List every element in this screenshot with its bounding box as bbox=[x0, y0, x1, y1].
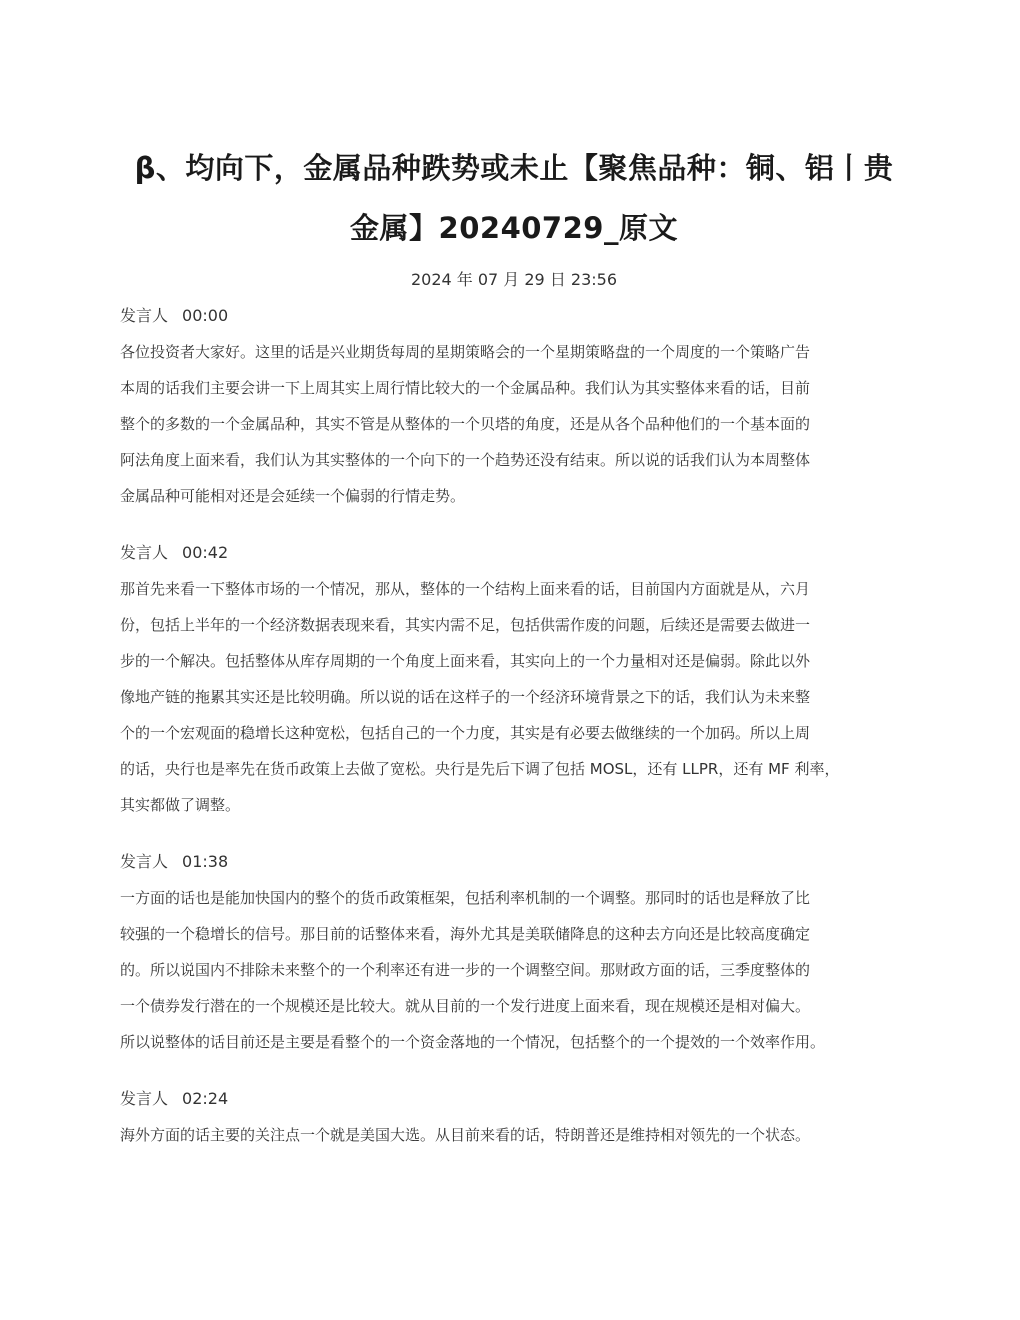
paragraph-line: 那首先来看一下整体市场的一个情况，那从，整体的一个结构上面来看的话，目前国内方面就是从，六月 bbox=[120, 580, 811, 598]
paragraph-line: 各位投资者大家好。这里的话是兴业期货每周的星期策略会的一个星期策略盘的一个周度的一个策略广告 bbox=[120, 343, 811, 361]
timestamp: 00:00 bbox=[182, 306, 229, 325]
timestamp: 01:38 bbox=[182, 852, 229, 871]
paragraph-line: 金属品种可能相对还是会延续一个偏弱的行情走势。 bbox=[120, 487, 466, 505]
paragraph-line: 的话，央行也是率先在货币政策上去做了宽松。央行是先后下调了包括 MOSL，还有 LLPR，还有 MF 利率， bbox=[120, 760, 840, 778]
transcript-sections bbox=[120, 304, 908, 1153]
paragraph-line: 像地产链的拖累其实还是比较明确。所以说的话在这样子的一个经济环境背景之下的话，我们认为未来整 bbox=[120, 688, 811, 706]
timestamp: 02:24 bbox=[182, 1089, 229, 1108]
paragraph-line: 阿法角度上面来看，我们认为其实整体的一个向下的一个趋势还没有结束。所以说的话我们认为本周整体 bbox=[120, 451, 811, 469]
speaker-row bbox=[120, 541, 908, 565]
document-title bbox=[120, 138, 908, 258]
transcript-paragraph bbox=[120, 334, 908, 514]
paragraph-line: 一方面的话也是能加快国内的整个的货币政策框架，包括利率机制的一个调整。那同时的话也是释放了比 bbox=[120, 889, 811, 907]
title-line-1: β、均向下，金属品种跌势或未止【聚焦品种：铜、铝丨贵 bbox=[134, 151, 894, 185]
document-date: 2024 年 07 月 29 日 23:56 bbox=[410, 270, 618, 289]
paragraph-line: 的。所以说国内不排除未来整个的一个利率还有进一步的一个调整空间。那财政方面的话，三季度整体的 bbox=[120, 961, 811, 979]
speaker-label: 发言人 bbox=[120, 852, 169, 871]
paragraph-line: 个的一个宏观面的稳增长这种宽松，包括自己的一个力度，其实是有必要去做继续的一个加码。所以上周 bbox=[120, 724, 811, 742]
paragraph-line: 一个债券发行潜在的一个规模还是比较大。就从目前的一个发行进度上面来看，现在规模还是相对偏大。 bbox=[120, 997, 811, 1015]
speaker-row bbox=[120, 304, 908, 328]
transcript-section bbox=[120, 1087, 908, 1153]
paragraph-line: 海外方面的话主要的关注点一个就是美国大选。从目前来看的话，特朗普还是维持相对领先的一个状态。 bbox=[120, 1126, 811, 1144]
paragraph-line: 所以说整体的话目前还是主要是看整个的一个资金落地的一个情况，包括整个的一个提效的一个效率作用。 bbox=[120, 1033, 826, 1051]
transcript-section bbox=[120, 850, 908, 1060]
paragraph-line: 整个的多数的一个金属品种，其实不管是从整体的一个贝塔的角度，还是从各个品种他们的一个基本面的 bbox=[120, 415, 811, 433]
speaker-row bbox=[120, 1087, 908, 1111]
transcript-section bbox=[120, 541, 908, 823]
paragraph-line: 步的一个解决。包括整体从库存周期的一个角度上面来看，其实向上的一个力量相对还是偏弱。除此以外 bbox=[120, 652, 811, 670]
transcript-paragraph bbox=[120, 571, 908, 823]
speaker-label: 发言人 bbox=[120, 306, 169, 325]
transcript-section bbox=[120, 304, 908, 514]
timestamp: 00:42 bbox=[182, 543, 229, 562]
paragraph-line: 份，包括上半年的一个经济数据表现来看，其实内需不足，包括供需作废的问题，后续还是需要去做进一 bbox=[120, 616, 811, 634]
speaker-label: 发言人 bbox=[120, 543, 169, 562]
document-page bbox=[120, 0, 908, 1153]
transcript-paragraph bbox=[120, 880, 908, 1060]
title-line-2: 金属】20240729_原文 bbox=[350, 211, 678, 245]
speaker-row bbox=[120, 850, 908, 874]
paragraph-line: 本周的话我们主要会讲一下上周其实上周行情比较大的一个金属品种。我们认为其实整体来看的话，目前 bbox=[120, 379, 811, 397]
transcript-paragraph bbox=[120, 1117, 908, 1153]
paragraph-line: 较强的一个稳增长的信号。那目前的话整体来看，海外尤其是美联储降息的这种去方向还是比较高度确定 bbox=[120, 925, 811, 943]
speaker-label: 发言人 bbox=[120, 1089, 169, 1108]
paragraph-line: 其实都做了调整。 bbox=[120, 796, 241, 814]
